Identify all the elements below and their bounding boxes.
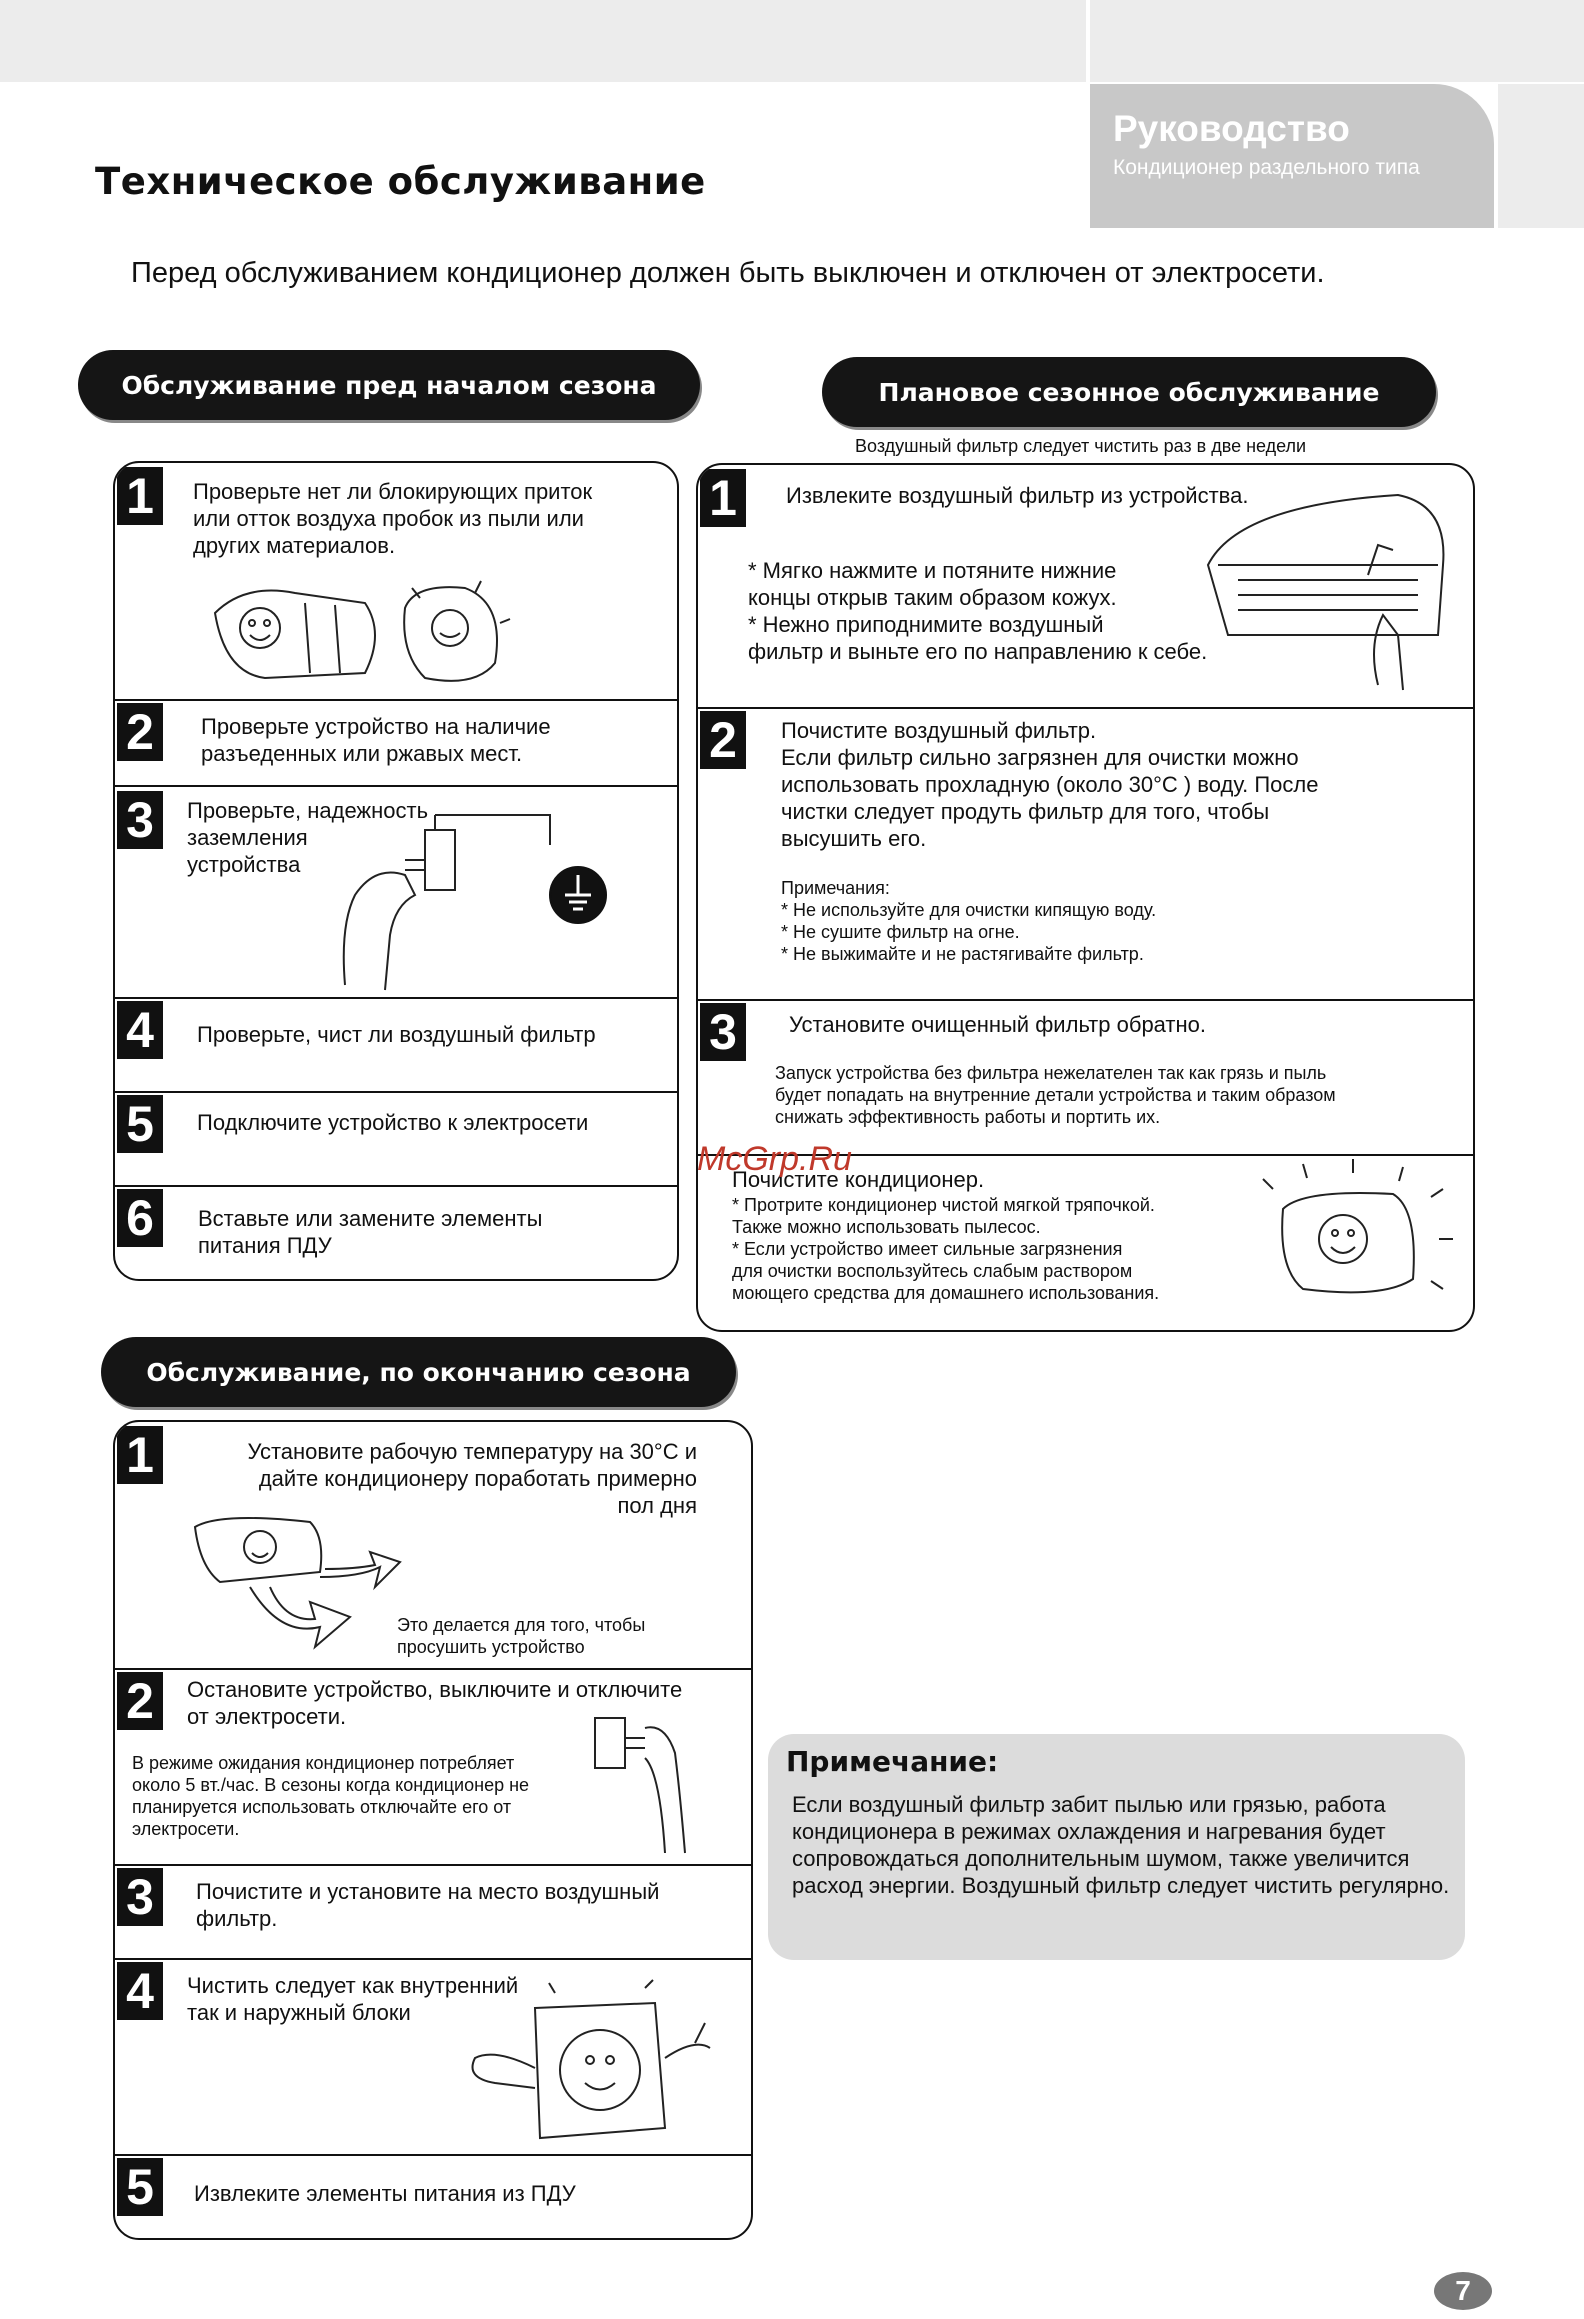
step-number: 2: [117, 1672, 163, 1730]
note-title: Примечание:: [786, 1745, 999, 1778]
step-text: Почистите кондиционер.: [732, 1167, 985, 1192]
step-number: 6: [117, 1189, 163, 1247]
step-text: Извлеките воздушный фильтр из устройства.: [786, 483, 1249, 508]
watermark-text: McGrp.Ru: [697, 1140, 852, 1178]
step-text: Остановите устройство, выключите и отключите от электросети.: [187, 1677, 683, 1729]
step-text: Проверьте нет ли блокирующих приток или отток воздуха пробок из пыли или других материалов.: [193, 479, 593, 558]
end-season-heading: Обслуживание, по окончанию сезона: [101, 1337, 736, 1407]
step-text: Установите очищенный фильтр обратно.: [789, 1012, 1207, 1037]
pre-season-step-1: [115, 463, 677, 701]
step-text: Проверьте устройство на наличие разъеденных или ржавых мест.: [201, 714, 551, 766]
end-season-step-5: [115, 2154, 751, 2240]
end-season-step-2: [115, 1668, 751, 1866]
scheduled-step-3: [698, 999, 1473, 1156]
step-detail: Примечания: * Не используйте для очистки кипящую воду. * Не сушите фильтр на огне. * Не выжимайте и не растягивайте фильтр.: [781, 878, 1157, 964]
step-number: 4: [117, 1001, 163, 1059]
outdoor-unit-illustration: [455, 1978, 725, 2153]
pre-season-step-6: [115, 1185, 677, 1281]
filter-removal-illustration: [1198, 485, 1458, 700]
step-number: 3: [117, 791, 163, 849]
page-title: Техническое обслуживание: [95, 160, 706, 203]
step-detail: Это делается для того, чтобы просушить устройство: [397, 1615, 646, 1657]
manual-tab-subtitle: Кондиционер раздельного типа: [1113, 156, 1420, 179]
scheduled-panel: [696, 463, 1475, 1332]
page-number: 7: [1434, 2272, 1492, 2310]
step-number: 2: [117, 703, 163, 761]
ground-icon: [545, 855, 615, 935]
top-bar: [0, 0, 1584, 82]
step-number: 1: [117, 467, 163, 525]
scheduled-step-1: [698, 465, 1473, 709]
step-text: Установите рабочую температуру на 30°C и дайте кондиционеру поработать примерно пол дня: [247, 1439, 697, 1518]
step-detail: * Мягко нажмите и потяните нижние концы открыв таким образом кожух. * Нежно приподнимите воздушный фильтр и выньте его по направлению к себе.: [748, 558, 1208, 664]
step-detail: В режиме ожидания кондиционер потребляет около 5 вт./час. В сезоны когда кондиционер не планируется использовать отключайте его от электросети.: [132, 1753, 530, 1839]
end-season-step-1: [115, 1422, 751, 1670]
step-text: Проверьте, надежность заземления устройства: [187, 798, 429, 877]
pre-season-step-2: [115, 699, 677, 787]
safety-warning: Перед обслуживанием кондиционер должен быть выключен и отключен от электросети.: [131, 257, 1325, 289]
step-detail: Запуск устройства без фильтра нежелателен так как грязь и пыль будет попадать на внутренние детали устройства и таким образом снижать эффективность работы и портить их.: [775, 1063, 1336, 1127]
unplug-illustration: [585, 1713, 715, 1858]
step-text: Чистить следует как внутренний так и наружный блоки: [187, 1973, 519, 2025]
note-text: Если воздушный фильтр забит пылью или грязью, работа кондиционера в режимах охлаждения и нагревания будет сопровождаться дополнительным шумом, также увеличится расход энергии. Воздушный фильтр следует чистить регулярно.: [792, 1792, 1450, 1898]
step-text: Вставьте или замените элементы питания ПДУ: [198, 1206, 543, 1258]
pre-season-step-4: [115, 997, 677, 1093]
pre-season-step-3: [115, 785, 677, 999]
scheduled-subheading: Воздушный фильтр следует чистить раз в две недели: [855, 436, 1307, 456]
step-number: 2: [700, 711, 746, 769]
dusty-unit-illustration: [205, 573, 565, 693]
step-number: 4: [117, 1962, 163, 2020]
step-number: 3: [700, 1003, 746, 1061]
scheduled-heading: Плановое сезонное обслуживание: [822, 357, 1436, 427]
step-number: 1: [700, 469, 746, 527]
step-text: Почистите и установите на место воздушный фильтр.: [196, 1879, 660, 1931]
end-season-step-3: [115, 1864, 751, 1960]
happy-unit-illustration: [1243, 1159, 1468, 1324]
scheduled-step-4: [698, 1154, 1473, 1332]
step-number: 5: [117, 1095, 163, 1153]
end-season-step-4: [115, 1958, 751, 2156]
step-text: Проверьте, чист ли воздушный фильтр: [197, 1022, 596, 1047]
warm-air-illustration: [190, 1507, 410, 1662]
pre-season-panel: [113, 461, 679, 1281]
tab-side-strip: [1498, 84, 1584, 228]
step-number: 5: [117, 2158, 163, 2216]
pre-season-heading: Обслуживание пред началом сезона: [78, 350, 700, 420]
step-number: 3: [117, 1868, 163, 1926]
step-text: Извлеките элементы питания из ПДУ: [194, 2181, 576, 2206]
manual-tab-title: Руководство: [1113, 108, 1350, 149]
step-number: 1: [117, 1426, 163, 1484]
top-bar-divider: [1086, 0, 1090, 82]
step-text: Почистите воздушный фильтр. Если фильтр сильно загрязнен для очистки можно использовать прохладную (около 30°C ) воду. После чистки следует продуть фильтр для того, чтобы высушить его.: [781, 718, 1319, 851]
step-detail: * Протрите кондиционер чистой мягкой тряпочкой. Также можно использовать пылесос. * Если устройство имеет сильные загрязнения для очистки воспользуйтесь слабым раствором моющего средства для домашнего использования.: [732, 1195, 1160, 1303]
end-season-panel: [113, 1420, 753, 2240]
scheduled-step-2: [698, 707, 1473, 1001]
step-text: Подключите устройство к электросети: [197, 1110, 589, 1135]
pre-season-step-5: [115, 1091, 677, 1187]
